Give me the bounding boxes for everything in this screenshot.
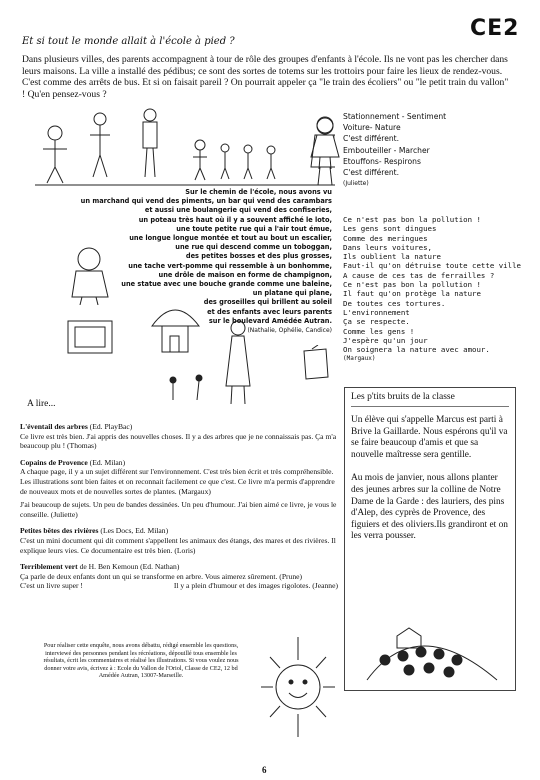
book-title: L'éventail des arbres <box>20 422 88 431</box>
poem-line: Comme des meringues <box>343 233 428 243</box>
poem-pollution <box>343 215 533 364</box>
review-text: Il y a plein d'humour et des images rigolotes. (Jeanne) <box>173 581 338 591</box>
class-news-text: Un élève qui s'appelle Marcus est parti à Brive la Gaillarde. Nous espérons qu'il va se faire beaucoup d'amis et que sa nouvelle maîtresse sera gentille. <box>351 415 508 460</box>
poem-line: Ce n'est pas bon la pollution ! <box>343 280 481 290</box>
poem-line: A cause de ces tas de ferrailles ? <box>343 270 495 280</box>
book-source: (Ed. PlayBac) <box>87 422 133 431</box>
poem-signature: (Nathalie, Ophélie, Candice) <box>247 327 332 335</box>
poem-line: une rue qui descend comme un toboggan, <box>175 243 332 252</box>
review-text: Ça parle de deux enfants dont un qui se transforme en arbre. Vous aimerez sûrement. (Prune) <box>20 571 303 581</box>
page-number: 6 <box>262 765 267 775</box>
intro-paragraph: Dans plusieurs villes, des parents accompagnent à tour de rôle des groupes d'enfants à l'école. Ils ne vont pas les chercher dans leurs maisons. La ville a installé des pédibus; ce sont des sortes de totems sur les trottoirs pour faire les lieux de rendez-vous. C'est comme des arrêts de bus. Et si on faisait pareil ? On pourrait appeler ça "le train des écoliers" ou "le petit train du vallon" ! Qu'en pensez-vous ? <box>22 54 509 100</box>
poem-line: Comme les gens ! <box>343 326 415 336</box>
poem-line: Ils oublient la nature <box>343 252 441 262</box>
book-review <box>20 526 338 555</box>
poem-line: des petites bosses et des plus grosses, <box>185 252 332 261</box>
book-title: Copains de Provence <box>20 457 88 467</box>
book-source: de H. Ben Kemoun (Ed. Nathan) <box>77 562 180 572</box>
sun-drawing <box>258 632 338 742</box>
class-news-box <box>344 387 516 691</box>
poem-line: On soignera la nature avec amour. <box>343 345 490 355</box>
poem-line: sur le boulevard Amédée Autran. <box>208 316 332 325</box>
poem-line: une toute petite rue qui a l'air tout émue, <box>176 224 332 233</box>
class-news-title: Les p'tits bruits de la classe <box>351 392 455 402</box>
poem-line: Ça se respecte. <box>343 317 410 327</box>
poem-line: une tache vert-pomme qui ressemble à un bonhomme, <box>128 261 332 270</box>
poem-line: Voiture- Nature <box>343 123 401 133</box>
book-review <box>20 562 338 591</box>
children-drawing <box>35 105 335 190</box>
poem-line: Les gens sont dingues <box>343 224 437 234</box>
review-text: C'est un livre super ! <box>20 581 83 591</box>
poem-line: Il faut qu'on protège la nature <box>343 289 481 299</box>
poem-line: un marchand qui vend des piments, un bar qui vend des carambars <box>80 197 332 206</box>
poem-line: C'est différent. <box>343 168 400 178</box>
poem-school-path <box>50 188 332 335</box>
girl-drawing <box>308 115 343 170</box>
class-news-text: Au mois de janvier, nous allons planter des jeunes arbres sur la colline de Notre Dame de la Garde : des lauriers, des pins d'Alep, des cyprès de Provence, des figuiers et des oliviers.Ils grandiront et on les verra pousser. <box>351 473 508 542</box>
footnote: Pour réaliser cette enquête, nous avons débattu, rédigé ensemble les questions, interviewé des personnes pendant les récréations, dépouillé tous ensemble les résultats, écrit les commentaires et réalisé les illustrations. Si vous voulez nous donner votre avis, écrivez à : Ecole du Vallon de l'Oriol, Classe de CE2, 12 bd Amédée Autran, 13007-Marseille. <box>43 642 239 680</box>
hill-trees-drawing <box>359 610 504 686</box>
poem-line: Ce n'est pas bon la pollution ! <box>343 215 481 224</box>
review-text: J'ai beaucoup de sujets. Un peu de bandes dessinées. Un peu d'humour. J'ai bien aimé ce livre, je vous le conseille. (Juliette) <box>20 500 337 519</box>
book-reviews <box>20 422 338 598</box>
review-text: C'est un mini document qui dit comment s'appellent les animaux des étangs, des mares et des rivières. Il explique leurs vies. Ce documentaire est très bien. (Loris) <box>20 535 336 555</box>
flowers-drawing <box>165 372 210 402</box>
poem-line: et aussi une boulangerie qui vend des confiseries, <box>144 206 332 215</box>
poem-signature: (Juliette) <box>343 180 369 188</box>
poem-line: Etouffons- Respirons <box>343 156 421 166</box>
poem-line: C'est différent. <box>343 134 400 144</box>
poem-juliette <box>343 111 528 189</box>
divider <box>351 406 509 407</box>
poem-line: Faut-il qu'on détruise toute cette ville <box>343 261 521 271</box>
book-review <box>20 422 338 451</box>
poem-line: Embouteiller - Marcher <box>343 145 430 155</box>
page-title: Et si tout le monde allait à l'école à pied ? <box>22 36 235 47</box>
review-text: Ce livre est très bien. J'ai appris des nouvelles choses. Il y a des arbres que je ne connaissais pas. Ça m'a beaucoup plu ! (Thomas) <box>20 431 337 451</box>
review-text: A chaque page, il y a un sujet différent sur l'environnement. C'est très bien écrit et très compréhensible. Les illustrations sont bien faites et on reconnait facilement ce que c'est. Ce livre m'a permis d'apprendre de nouveaux mots et de nouvelles sortes de plantes. (Margaux) <box>20 467 335 496</box>
book-title: Terriblement vert <box>20 562 78 572</box>
book-source: (Ed. Milan) <box>87 457 126 467</box>
book-source: (Les Docs, Ed. Milan) <box>98 526 169 536</box>
class-badge: CE2 <box>470 16 520 41</box>
reading-heading: A lire... <box>27 399 56 409</box>
poem-line: des groseilles qui brillent au soleil <box>203 298 332 307</box>
poem-line: un poteau très haut où il y a souvent affiché le loto, <box>138 215 332 224</box>
poem-line: Stationnement - Sentiment <box>343 112 447 121</box>
poem-line: J'espère qu'un jour <box>343 335 428 345</box>
poem-line: Sur le chemin de l'école, nous avons vu <box>185 188 332 196</box>
poem-line: un platane qui plane, <box>252 289 332 298</box>
book-review <box>20 458 338 520</box>
poem-line: une statue avec une bouche grande comme une baleine, <box>121 280 332 289</box>
suitcase-drawing <box>298 345 333 385</box>
poem-line: De toutes ces tortures. <box>343 298 446 308</box>
poem-line: Dans leurs voitures, <box>343 242 432 252</box>
poem-signature: (Margaux) <box>343 355 376 363</box>
poem-line: et des enfants avec leurs parents <box>207 307 332 316</box>
book-title: Petites bêtes des rivières <box>20 526 99 536</box>
poem-line: une drôle de maison en forme de champignon, <box>158 270 332 279</box>
poem-line: une longue longue montée et tout au bout un escalier, <box>129 234 332 243</box>
poem-line: L'environnement <box>343 307 410 317</box>
